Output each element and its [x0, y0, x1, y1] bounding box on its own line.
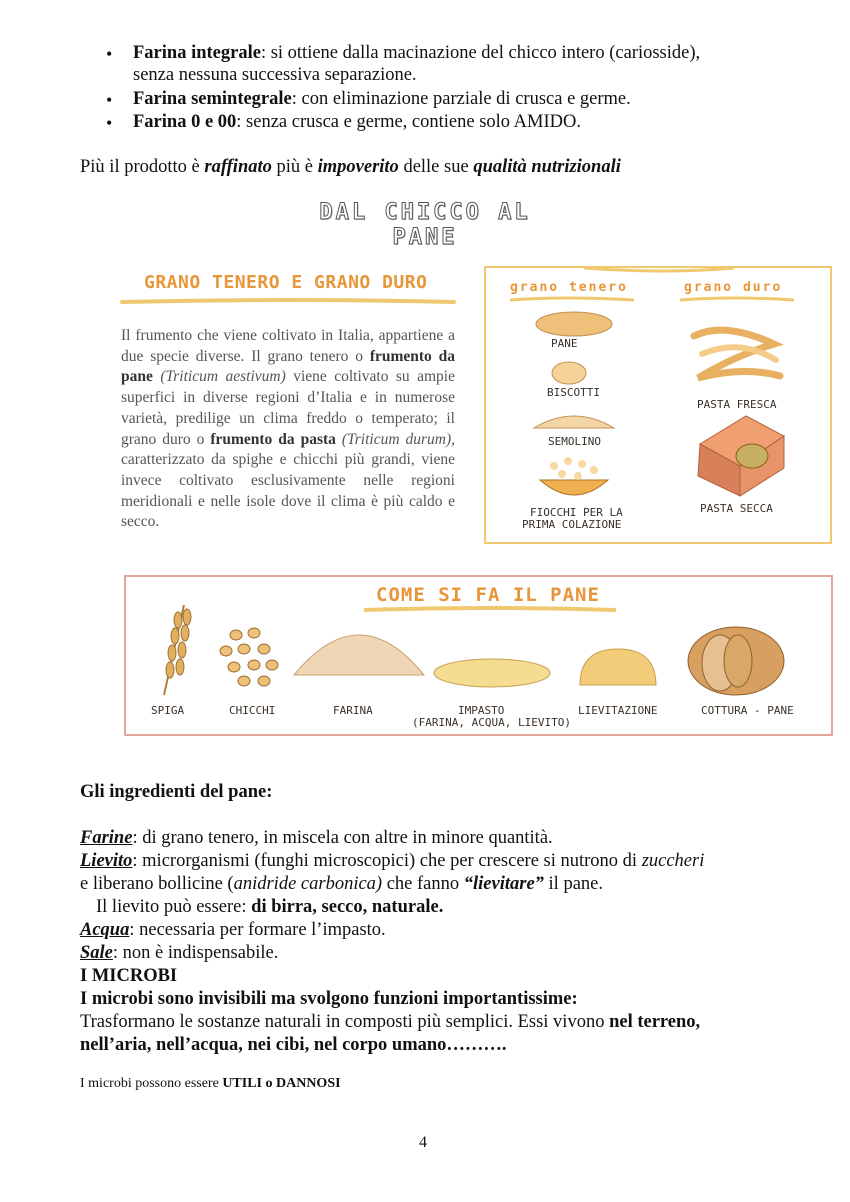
microbi-heading: I MICROBI [80, 966, 178, 986]
label-pasta-secca: PASTA SECCA [700, 502, 773, 515]
step-spiga: SPIGA [151, 704, 185, 717]
label-prima-colazione: PRIMA COLAZIONE [522, 518, 622, 531]
label-pasta-fresca: PASTA FRESCA [697, 398, 777, 411]
bullet-item-continuation: senza nessuna successiva separazione. [133, 65, 417, 85]
grano-panel-art [484, 266, 832, 544]
step-farina: FARINA [333, 704, 373, 717]
lievito-types: Il lievito può essere: di birra, secco, naturale. [96, 897, 444, 917]
step-cottura: COTTURA - PANE [701, 704, 794, 717]
label-grano-duro: grano duro [684, 280, 783, 295]
microbi-note: I microbi possono essere UTILI o DANNOSI [80, 1076, 341, 1091]
ingredient-lievito-cont: e liberano bollicine (anidride carbonica) che fanno “lievitare” il pane. [80, 874, 603, 894]
figure-title: DAL CHICCO AL PANE [319, 200, 531, 250]
step-chicchi: CHICCHI [229, 704, 276, 717]
step-lievitazione: LIEVITAZIONE [578, 704, 658, 717]
step-impasto-detail: (FARINA, ACQUA, LIEVITO) [412, 716, 571, 729]
label-pane: PANE [551, 337, 578, 350]
ingredient-farine: Farine: di grano tenero, in miscela con altre in minore quantità. [80, 828, 553, 848]
microbi-subheading: I microbi sono invisibili ma svolgono funzioni importantissime: [80, 989, 578, 1009]
label-semolino: SEMOLINO [548, 435, 601, 448]
bullet-dot: • [106, 90, 113, 110]
ingredients-heading: Gli ingredienti del pane: [80, 782, 273, 802]
grano-paragraph: Il frumento che viene coltivato in Italia, appartiene a due specie diverse. Il grano tenero o frumento da pane (Triticum aestivum) viene coltivato su ampie superfici in diverse regioni d’Italia e in numerose varietà, predilige un clima freddo o temperato; il grano duro o frumento da pasta (Triticum durum), caratterizzato da spighe e chicchi più grandi, viene invece coltivato esclusivamente nelle regioni meridionali e nelle isole dove il clima è più caldo e secco. [121, 327, 456, 531]
bullet-dot: • [106, 44, 113, 64]
come-si-fa-title: COME SI FA IL PANE [376, 584, 600, 606]
label-biscotti: BISCOTTI [547, 386, 600, 399]
microbi-line-2: nell’aria, nell’acqua, nei cibi, nel corpo umano………. [80, 1035, 507, 1055]
ingredient-lievito: Lievito: microrganismi (funghi microscopici) che per crescere si nutrono di zuccheri [80, 851, 705, 871]
grano-heading: GRANO TENERO E GRANO DURO [144, 272, 428, 293]
bullet-dot: • [106, 113, 113, 133]
ingredient-acqua: Acqua: necessaria per formare l’impasto. [80, 920, 386, 940]
microbi-line: Trasformano le sostanze naturali in composti più semplici. Essi vivono nel terreno, [80, 1012, 701, 1032]
refined-sentence: Più il prodotto è raffinato più è impoverito delle sue qualità nutrizionali [80, 157, 621, 177]
bullet-item: Farina integrale: si ottiene dalla macinazione del chicco intero (cariosside), [133, 43, 701, 63]
ingredient-sale: Sale: non è indispensabile. [80, 943, 279, 963]
heading-underline [118, 295, 458, 309]
bullet-item: Farina semintegrale: con eliminazione parziale di crusca e germe. [133, 89, 631, 109]
label-grano-tenero: grano tenero [510, 280, 628, 295]
page-number: 4 [419, 1134, 427, 1151]
bullet-item: Farina 0 e 00: senza crusca e germe, contiene solo AMIDO. [133, 112, 581, 132]
label-fiocchi: FIOCCHI PER LA [530, 506, 623, 519]
step-impasto: IMPASTO [458, 704, 505, 717]
